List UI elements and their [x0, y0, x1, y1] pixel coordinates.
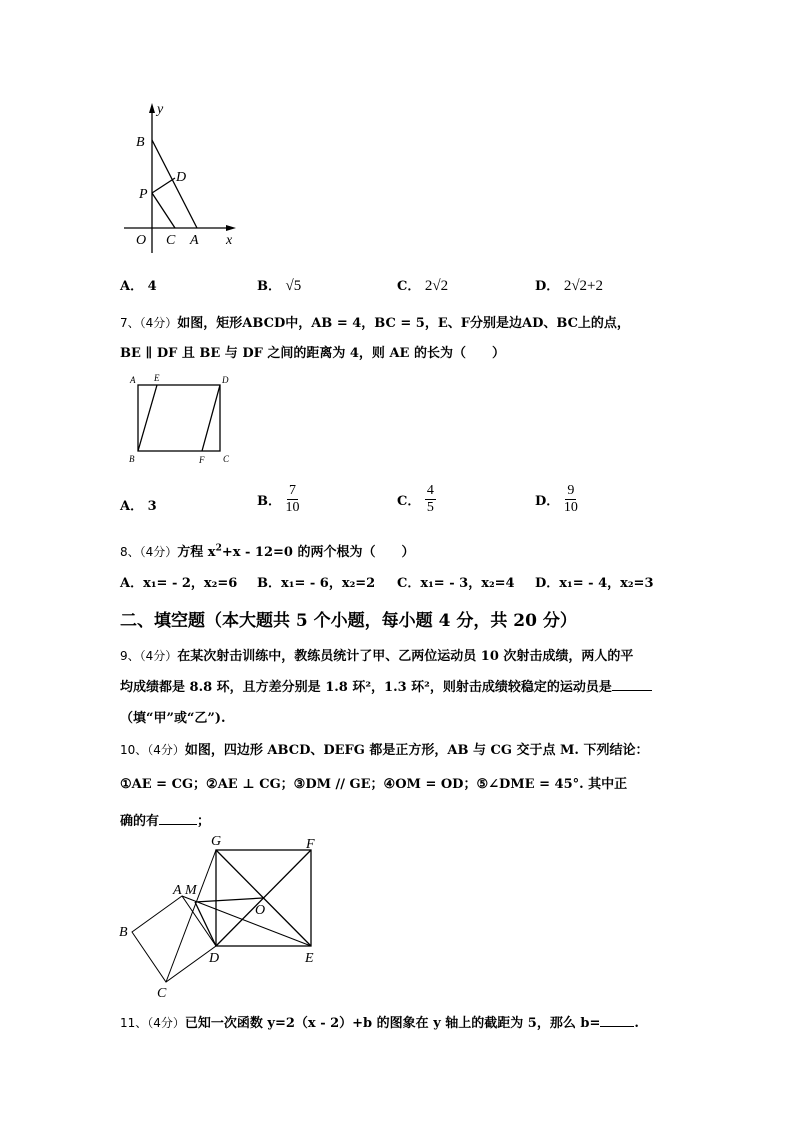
question-text: 在某次射击训练中，教练员统计了甲、乙两位运动员 10 次射击成绩，两人的平 [177, 649, 634, 664]
q7-option-c[interactable] [397, 483, 436, 516]
label-F: F [199, 455, 205, 465]
option-value: 4 [147, 279, 157, 294]
label-M: M [185, 883, 197, 898]
q7-line2 [120, 342, 505, 361]
q6-option-c[interactable] [397, 275, 448, 295]
label-C: C [223, 454, 230, 464]
q6-option-a[interactable] [120, 275, 157, 294]
q9-line3 [120, 707, 226, 726]
q9-line1 [120, 645, 633, 664]
label-y: y [157, 102, 164, 117]
option-letter: D． [535, 279, 560, 294]
square-ABCD [132, 896, 216, 982]
option-letter: A． [120, 499, 144, 514]
option-letter: A． [120, 279, 144, 294]
fraction [425, 483, 436, 516]
question-text: . [634, 1016, 639, 1031]
q7-line1 [120, 312, 630, 331]
segment-BE [138, 385, 157, 451]
q10-line2 [120, 773, 627, 792]
figure-rectangle-abcd [125, 370, 240, 470]
segment-MO [195, 898, 263, 902]
question-text: ①AE = CG；②AE ⊥ CG；③DM // GE；④OM = OD；⑤∠DME = 45°. 其中正 [120, 777, 628, 792]
segment-MD [195, 902, 216, 946]
question-text: 如图，矩形ABCD中，AB = 4，BC = 5，E、F分别是边AD、BC上的点， [177, 316, 630, 331]
question-text: 确的有 [120, 814, 160, 829]
option-value: 2√2+2 [563, 278, 604, 294]
option-letter: B． [257, 279, 281, 294]
figure-two-squares [110, 830, 330, 1002]
answer-blank[interactable] [612, 678, 652, 691]
label-x: x [226, 233, 233, 248]
question-text: 如图，四边形 ABCD、DEFG 都是正方形，AB 与 CG 交于点 M. 下列结论： [184, 743, 649, 758]
option-value: x₁= - 2，x₂=6 [143, 576, 238, 591]
denominator: 10 [563, 500, 578, 515]
q6-option-d[interactable] [535, 275, 603, 295]
segment-BA [152, 140, 197, 228]
denominator: 10 [285, 500, 300, 515]
q8-option-b[interactable] [257, 572, 375, 591]
option-value: 3 [147, 499, 157, 514]
question-number: 7、（4分） [120, 316, 178, 330]
question-text: 已知一次函数 y=2（x - 2）+b 的图象在 y 轴上的截距为 5，那么 b= [184, 1016, 601, 1031]
question-text: 方程 x [177, 545, 216, 560]
answer-blank[interactable] [159, 812, 197, 825]
option-value: x₁= - 4，x₂=3 [559, 576, 654, 591]
numerator: 4 [426, 483, 434, 498]
label-D: D [209, 951, 220, 966]
label-D: D [222, 375, 229, 385]
numerator: 7 [289, 483, 297, 498]
label-E: E [154, 373, 160, 383]
label-A: A [173, 883, 182, 898]
question-text: +x - 12=0 的两个根为（ ） [221, 545, 415, 560]
option-letter: B． [257, 576, 281, 591]
option-letter: C． [397, 576, 421, 591]
q6-option-b[interactable] [257, 275, 301, 295]
y-axis-arrow-icon [149, 103, 155, 113]
label-F: F [306, 837, 315, 852]
label-A: A [190, 233, 199, 248]
option-letter: D． [535, 494, 560, 509]
rectangle-ABCD [138, 385, 220, 451]
question-number: 10、（4分） [120, 743, 185, 757]
question-text: ； [197, 814, 211, 829]
segment-PD [152, 178, 175, 193]
label-O: O [255, 903, 266, 918]
figure-coordinate-diagram [110, 95, 260, 260]
q8-option-d[interactable] [535, 572, 654, 591]
label-C: C [157, 986, 167, 1001]
question-text: （填“甲”或“乙”). [120, 711, 226, 726]
option-letter: A． [120, 576, 144, 591]
q9-line2 [120, 676, 652, 695]
section-heading: 二、填空题（本大题共 5 个小题，每小题 4 分，共 20 分） [120, 611, 577, 631]
label-C: C [166, 233, 176, 248]
segment-AE [182, 896, 311, 946]
exponent: 2 [215, 543, 222, 554]
q8-option-a[interactable] [120, 572, 237, 591]
question-number: 8、（4分） [120, 545, 178, 559]
answer-blank[interactable] [600, 1014, 634, 1027]
segment-PC [152, 193, 175, 228]
numerator: 9 [567, 483, 575, 498]
label-A: A [130, 375, 136, 385]
option-value: √5 [285, 278, 302, 294]
q8-option-c[interactable] [397, 572, 515, 591]
question-number: 9、（4分） [120, 649, 178, 663]
label-B: B [136, 135, 145, 150]
option-letter: D． [535, 576, 560, 591]
fraction [286, 483, 300, 516]
option-letter: B． [257, 494, 281, 509]
q7-option-d[interactable] [535, 483, 578, 516]
label-B: B [129, 454, 135, 464]
option-value: x₁= - 3，x₂=4 [420, 576, 515, 591]
question-text: BE ∥ DF 且 BE 与 DF 之间的距离为 4，则 AE 的长为（ ） [120, 346, 505, 361]
option-value: 2√2 [424, 278, 449, 294]
label-E: E [305, 951, 314, 966]
denominator: 5 [426, 500, 434, 515]
q7-option-b[interactable] [257, 483, 300, 516]
option-letter: C． [397, 494, 421, 509]
label-P: P [139, 187, 148, 202]
label-O: O [136, 233, 147, 248]
option-letter: C． [397, 279, 421, 294]
fraction [564, 483, 578, 516]
question-text: 均成绩都是 8.8 环，且方差分别是 1.8 环²，1.3 环²，则射击成绩较稳定的运动员是 [120, 680, 612, 695]
question-number: 11、（4分） [120, 1016, 185, 1030]
label-G: G [211, 834, 222, 849]
q11-question [120, 1012, 639, 1031]
label-D: D [176, 170, 187, 185]
q7-option-a[interactable] [120, 495, 157, 514]
q10-line3 [120, 810, 210, 829]
segment-DF [202, 385, 220, 451]
x-axis-arrow-icon [226, 225, 236, 231]
q10-line1 [120, 739, 648, 758]
q8-question [120, 541, 414, 560]
option-value: x₁= - 6，x₂=2 [281, 576, 376, 591]
label-B: B [119, 925, 128, 940]
